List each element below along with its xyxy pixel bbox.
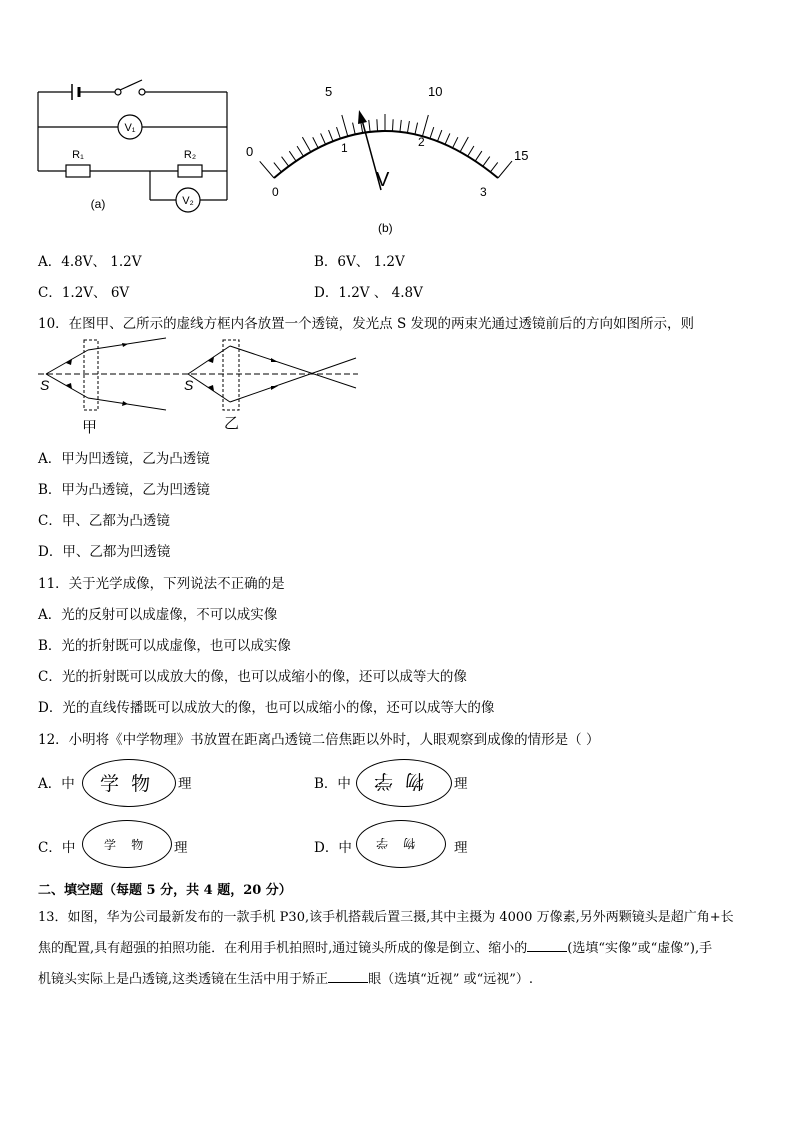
v1-label: V₁: [124, 122, 136, 134]
q13-line1: 13．如图，华为公司最新发布的一款手机 P30,该手机搭载后置三摄,其中主摄为 4000 万像素,另外两颗镜头是超广角+长: [38, 910, 734, 925]
q12-stem: 12．小明将《中学物理》书放置在距离凸透镜二倍焦距以外时，人眼观察到成像的情形是（ ）: [38, 732, 600, 748]
q12-a-prefix: A．中: [38, 776, 75, 792]
q12-b-prefix: B．中: [314, 776, 351, 792]
dial-top-10: 10: [428, 84, 443, 99]
q12-option-a[interactable]: [38, 757, 298, 809]
dial-tick: [415, 123, 418, 135]
dial-tick: [369, 120, 370, 132]
dial-tick: [392, 119, 393, 131]
section-heading: 二、填空题（每题 5 分，共 4 题，20 分）: [38, 883, 292, 898]
answer-blank-1[interactable]: [527, 950, 567, 952]
q9-option-d[interactable]: D．1.2V 、 4.8V: [314, 285, 423, 301]
dial-tick: [453, 137, 458, 148]
voltmeter-dial-b: [236, 80, 546, 240]
q13-line3-text-b: 眼（选填“近视” 或“远视”）.: [368, 972, 533, 987]
source-s-yi: S: [184, 377, 194, 393]
dial-tick: [483, 157, 490, 167]
dial-top-5: 5: [325, 84, 333, 99]
dial-unit: V: [376, 169, 390, 191]
dial-tick: [445, 133, 450, 144]
q12-b-suffix: 理: [454, 776, 468, 792]
label-yi: 乙: [224, 415, 240, 432]
dial-tick: [407, 121, 409, 133]
q10-option-d[interactable]: D．甲、乙都为凹透镜: [38, 544, 171, 560]
dial-tick: [460, 137, 468, 152]
q12-d-suffix: 理: [454, 840, 468, 856]
lens-diagram: [38, 336, 368, 436]
q13-line2: [38, 937, 712, 956]
q12-b-image-text: 物 学: [374, 770, 425, 792]
source-s-jia: S: [40, 377, 50, 393]
q12-c-prefix: C．中: [38, 840, 76, 856]
q10-option-b[interactable]: B．甲为凸透镜，乙为凹透镜: [38, 482, 210, 498]
label-jia: 甲: [82, 419, 98, 436]
q9-option-b[interactable]: B．6V、 1.2V: [314, 254, 405, 270]
dial-tick: [297, 146, 303, 156]
dial-bottom-1: 1: [341, 141, 348, 155]
dial-tick: [400, 120, 401, 132]
dial-tick: [260, 161, 274, 178]
dial-bottom-3: 3: [480, 185, 487, 199]
dial-tick: [353, 123, 356, 135]
q12-d-prefix: D．中: [314, 840, 352, 856]
dial-bottom-0: 0: [272, 185, 279, 199]
q11-option-b[interactable]: B．光的折射既可以成虚像，也可以成实像: [38, 638, 291, 654]
q13-line3: [38, 968, 533, 987]
dial-tick: [490, 162, 497, 172]
dial-tick: [282, 157, 289, 167]
q12-option-b[interactable]: [314, 757, 574, 809]
q11-option-d[interactable]: D．光的直线传播既可以成放大的像，也可以成缩小的像，还可以成等大的像: [38, 700, 495, 716]
circuit-diagram-a: [30, 76, 235, 216]
r1-label: R₁: [72, 149, 84, 161]
q12-c-suffix: 理: [174, 840, 188, 856]
v2-label: V₂: [182, 195, 194, 207]
q11-stem: 11．关于光学成像，下列说法不正确的是: [38, 576, 285, 592]
dial-tick: [302, 137, 310, 152]
q13-line3-text-a: 机镜头实际上是凸透镜,这类透镜在生活中用于矫正: [38, 972, 329, 987]
dial-tick: [430, 127, 434, 138]
dial-tick: [342, 115, 348, 136]
dial-tick: [498, 161, 512, 178]
q9-option-c[interactable]: C．1.2V、 6V: [38, 285, 130, 301]
figure-b-caption: (b): [378, 221, 393, 235]
dial-tick: [313, 137, 318, 148]
q9-option-a[interactable]: A．4.8V、 1.2V: [38, 254, 142, 270]
q11-option-c[interactable]: C．光的折射既可以成放大的像，也可以成缩小的像，还可以成等大的像: [38, 669, 467, 685]
q12-c-image-text: 学 物: [104, 838, 144, 852]
dial-tick: [475, 151, 482, 161]
dial-tick: [274, 163, 281, 172]
figure-a-caption: (a): [90, 197, 106, 211]
dial-tick: [377, 119, 378, 131]
q11-option-a[interactable]: A．光的反射可以成虚像，不可以成实像: [38, 607, 278, 623]
q10-option-c[interactable]: C．甲、乙都为凸透镜: [38, 513, 170, 529]
answer-blank-2[interactable]: [328, 981, 368, 983]
dial-tick: [321, 133, 326, 144]
dial-tick: [468, 146, 474, 156]
q12-option-d[interactable]: [314, 818, 574, 870]
q12-option-c[interactable]: [38, 818, 298, 870]
q12-a-suffix: 理: [178, 776, 192, 792]
dial-tick: [289, 151, 296, 161]
q13-line2-text-b: (选填“实像”或“虚像”),手: [567, 941, 713, 956]
q10-option-a[interactable]: A．甲为凹透镜，乙为凸透镜: [38, 451, 210, 467]
dial-top-15: 15: [514, 148, 529, 163]
dial-tick: [422, 115, 428, 136]
dial-tick: [437, 130, 441, 141]
q10-stem: 10．在图甲、乙所示的虚线方框内各放置一个透镜，发光点 S 发现的两束光通过透镜前后的方向如图所示，则: [38, 316, 695, 332]
r2-label: R₂: [183, 149, 197, 161]
dial-bottom-2: 2: [418, 135, 425, 149]
dial-top-0: 0: [246, 144, 254, 159]
dial-tick: [329, 130, 333, 141]
q13-line2-text-a: 焦的配置,具有超强的拍照功能．在利用手机拍照时,通过镜头所成的像是倒立、缩小的: [38, 941, 528, 956]
dial-tick: [337, 127, 341, 138]
q12-a-image-text: 学 物: [100, 773, 151, 795]
q12-d-image-text: 物 学: [376, 836, 416, 850]
